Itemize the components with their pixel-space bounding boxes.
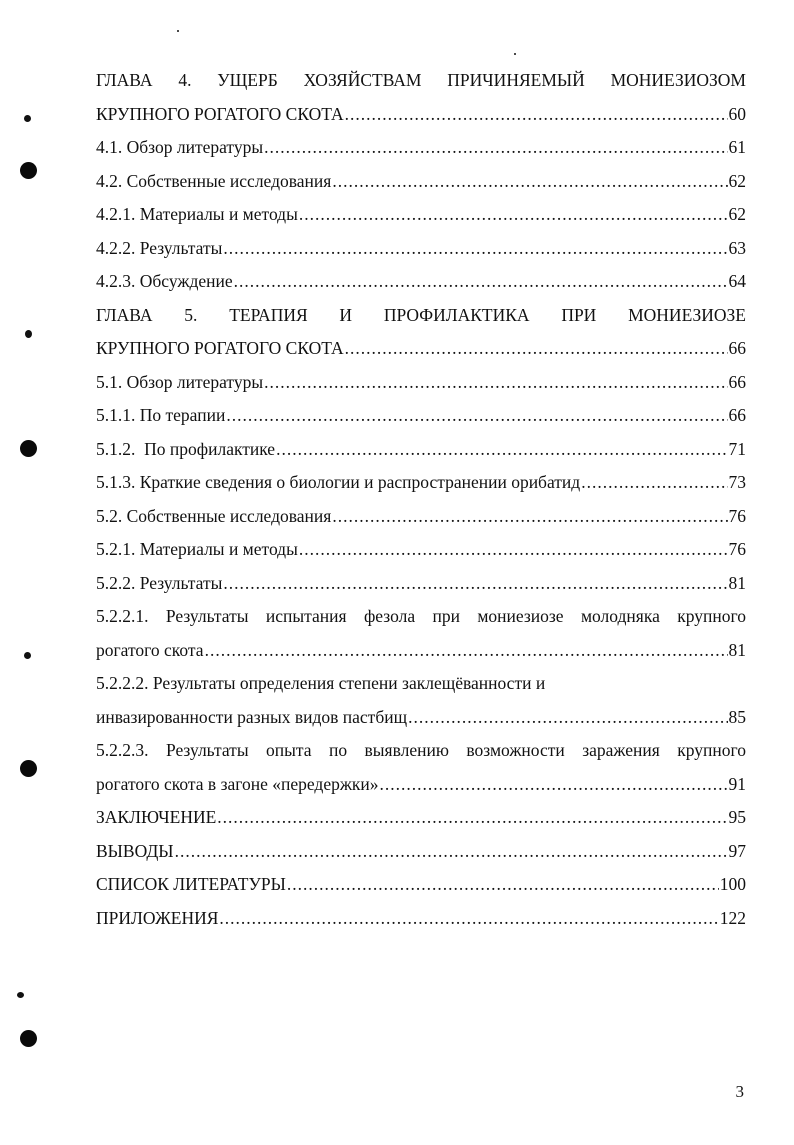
page-ref: 76 bbox=[728, 505, 746, 526]
page-ref: 62 bbox=[728, 170, 746, 191]
page-ref: 76 bbox=[728, 539, 746, 559]
page-ref: 122 bbox=[719, 907, 746, 928]
dot-leader bbox=[264, 366, 727, 400]
dot-leader bbox=[223, 232, 727, 266]
toc-entry: СПИСОК ЛИТЕРАТУРЫ ..... 100 bbox=[96, 868, 746, 902]
dot-leader bbox=[264, 131, 727, 165]
dot-leader bbox=[205, 634, 728, 668]
toc-entry: рогатого скота ..... 81 bbox=[96, 634, 746, 668]
page-ref: 66 bbox=[728, 338, 746, 358]
punch-hole bbox=[20, 440, 37, 457]
punch-hole bbox=[20, 760, 37, 777]
toc-entry: 5.2.1. Материалы и методы ..... 76 bbox=[96, 533, 746, 567]
page-ref: 63 bbox=[728, 237, 746, 258]
toc-entry: ЗАКЛЮЧЕНИЕ ..... 95 bbox=[96, 801, 746, 835]
toc-entry: 4.2. Собственные исследования ..... 62 bbox=[96, 165, 746, 199]
scan-speck bbox=[514, 53, 516, 55]
dot-leader bbox=[581, 466, 727, 500]
chapter-heading-line: ГЛАВА 4. УЩЕРБ ХОЗЯЙСТВАМ ПРИЧИНЯЕМЫЙ МОНИЕЗИОЗОМ bbox=[96, 70, 746, 90]
page-ref: 61 bbox=[728, 137, 746, 157]
dot-leader bbox=[299, 533, 728, 567]
page-ref: 64 bbox=[728, 271, 746, 291]
page-ref: 60 bbox=[728, 103, 746, 124]
page-number: 3 bbox=[735, 1082, 744, 1101]
table-of-contents bbox=[96, 64, 746, 935]
toc-entry: КРУПНОГО РОГАТОГО СКОТА ..... 66 bbox=[96, 332, 746, 366]
toc-entry: ВЫВОДЫ ..... 97 bbox=[96, 835, 746, 869]
punch-hole bbox=[20, 1030, 37, 1047]
scan-speck bbox=[177, 30, 179, 32]
toc-entry: 5.2.2. Результаты ..... 81 bbox=[96, 567, 746, 601]
punch-hole bbox=[20, 162, 37, 179]
toc-entry: 5.1.2. По профилактике ..... 71 bbox=[96, 433, 746, 467]
toc-entry: 4.2.3. Обсуждение ..... 64 bbox=[96, 265, 746, 299]
page-ref: 66 bbox=[728, 371, 746, 392]
toc-entry: 4.2.2. Результаты ..... 63 bbox=[96, 232, 746, 266]
dot-leader bbox=[299, 198, 728, 232]
page-ref: 81 bbox=[728, 572, 746, 593]
scan-speck bbox=[17, 992, 24, 998]
dot-leader bbox=[217, 801, 727, 835]
toc-entry: 5.1.1. По терапии ..... 66 bbox=[96, 399, 746, 433]
page-ref: 66 bbox=[728, 405, 746, 425]
page-ref: 95 bbox=[728, 807, 746, 827]
dot-leader bbox=[332, 165, 727, 199]
scan-speck bbox=[24, 115, 31, 122]
page-ref: 73 bbox=[728, 472, 746, 492]
dot-leader bbox=[226, 399, 727, 433]
page-ref: 100 bbox=[719, 874, 746, 894]
page-ref: 71 bbox=[728, 438, 746, 459]
dot-leader bbox=[234, 265, 728, 299]
page-ref: 97 bbox=[728, 840, 746, 861]
toc-entry-first-line: 5.2.2.1. Результаты испытания фезола при мониезиозе молодняка крупного bbox=[96, 606, 746, 626]
scan-speck bbox=[25, 330, 32, 338]
scan-speck bbox=[24, 652, 31, 659]
toc-entry: инвазированности разных видов пастбищ ..... 85 bbox=[96, 701, 746, 735]
dot-leader bbox=[345, 332, 728, 366]
page-ref: 91 bbox=[728, 773, 746, 794]
dot-leader bbox=[332, 500, 727, 534]
dot-leader bbox=[287, 868, 719, 902]
page-ref: 62 bbox=[728, 204, 746, 224]
dot-leader bbox=[408, 701, 727, 735]
page-ref: 85 bbox=[728, 706, 746, 727]
dot-leader bbox=[223, 567, 727, 601]
dot-leader bbox=[175, 835, 728, 869]
toc-entry: 4.1. Обзор литературы ..... 61 bbox=[96, 131, 746, 165]
toc-entry-first-line: 5.2.2.2. Результаты определения степени заклещёванности и bbox=[96, 673, 546, 693]
dot-leader bbox=[219, 902, 718, 936]
toc-entry: ПРИЛОЖЕНИЯ ..... 122 bbox=[96, 902, 746, 936]
toc-entry: КРУПНОГО РОГАТОГО СКОТА ..... 60 bbox=[96, 98, 746, 132]
page-ref: 81 bbox=[728, 639, 746, 660]
toc-entry: 5.1.3. Краткие сведения о биологии и распространении орибатид ..... 73 bbox=[96, 466, 746, 500]
toc-entry: 5.2. Собственные исследования ..... 76 bbox=[96, 500, 746, 534]
dot-leader bbox=[276, 433, 727, 467]
toc-entry: 5.1. Обзор литературы ..... 66 bbox=[96, 366, 746, 400]
chapter-heading-line: ГЛАВА 5. ТЕРАПИЯ И ПРОФИЛАКТИКА ПРИ МОНИЕЗИОЗЕ bbox=[96, 304, 746, 325]
dot-leader bbox=[345, 98, 728, 132]
dot-leader bbox=[380, 768, 728, 802]
toc-entry-first-line: 5.2.2.3. Результаты опыта по выявлению возможности заражения крупного bbox=[96, 740, 746, 760]
toc-entry: 4.2.1. Материалы и методы ..... 62 bbox=[96, 198, 746, 232]
toc-entry: рогатого скота в загоне «передержки» ..... 91 bbox=[96, 768, 746, 802]
